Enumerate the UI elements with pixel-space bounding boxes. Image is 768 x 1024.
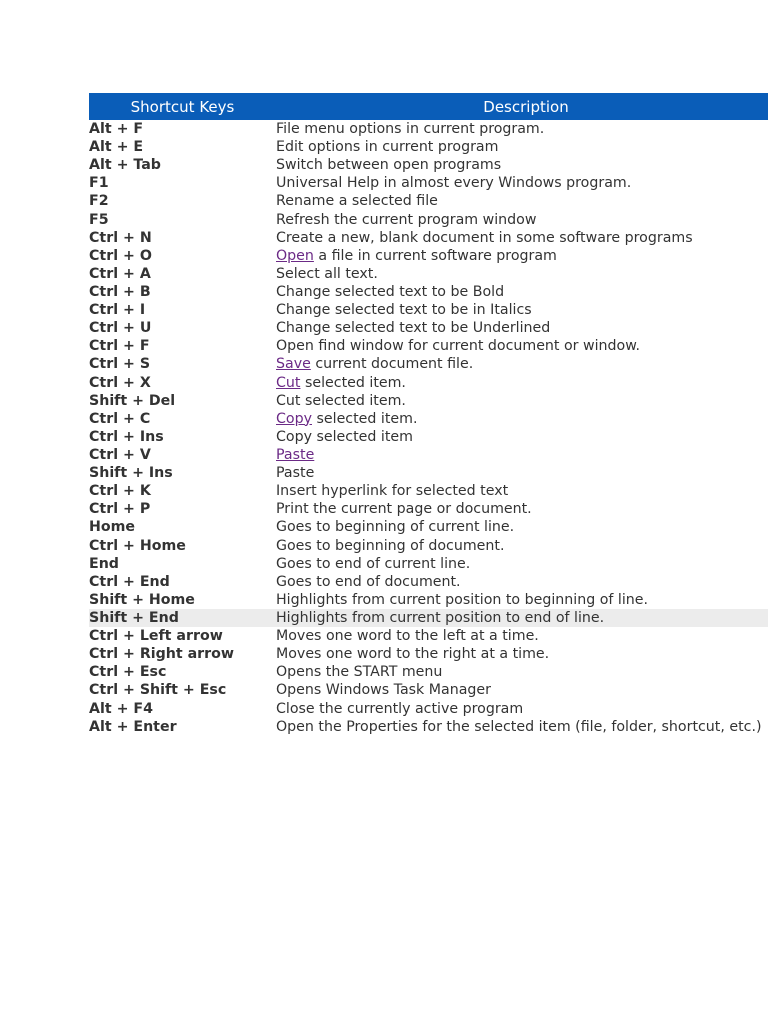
shortcut-key-cell: Ctrl + U	[89, 320, 152, 337]
description-cell	[276, 592, 768, 608]
description-text: Refresh the current program window	[276, 211, 537, 228]
table-row	[89, 591, 768, 609]
table-row	[89, 428, 768, 446]
description-link[interactable]: Cut	[276, 374, 301, 391]
description-cell	[276, 519, 768, 535]
description-cell	[276, 501, 768, 517]
description-cell	[276, 157, 768, 173]
shortcut-key-cell: Shift + Del	[89, 392, 176, 409]
description-cell	[276, 556, 768, 572]
description-text: Change selected text to be in Italics	[276, 302, 532, 319]
shortcut-key-cell: Ctrl + F	[89, 338, 150, 355]
description-cell	[276, 230, 768, 246]
table-row	[89, 627, 768, 645]
description-text: Open the Properties for the selected item (file, folder, shortcut, etc.)	[276, 718, 762, 735]
shortcut-key-cell: Alt + Enter	[89, 718, 177, 735]
description-text: Insert hyperlink for selected text	[276, 483, 509, 500]
table-row	[89, 537, 768, 555]
shortcut-key-cell: Ctrl + Esc	[89, 664, 167, 681]
description-cell	[276, 628, 768, 644]
table-row	[89, 192, 768, 210]
table-row	[89, 301, 768, 319]
table-row	[89, 211, 768, 229]
description-cell	[276, 266, 768, 282]
table-row	[89, 120, 768, 138]
shortcut-key-cell: F5	[89, 211, 109, 228]
description-cell	[276, 212, 768, 228]
description-text: Goes to beginning of current line.	[276, 519, 515, 536]
shortcut-key-cell: Shift + Ins	[89, 465, 173, 482]
description-cell	[276, 175, 768, 191]
shortcut-key-cell: Alt + E	[89, 139, 144, 156]
description-cell	[276, 664, 768, 680]
description-link[interactable]: Copy	[276, 410, 312, 427]
shortcut-key-cell: Alt + F	[89, 121, 144, 138]
table-row	[89, 174, 768, 192]
description-text: current document file.	[310, 356, 474, 373]
table-row	[89, 138, 768, 156]
table-row	[89, 156, 768, 174]
description-cell	[276, 121, 768, 137]
table-row	[89, 392, 768, 410]
table-row	[89, 283, 768, 301]
description-cell	[276, 193, 768, 209]
description-cell	[276, 483, 768, 499]
description-cell	[276, 701, 768, 717]
table-row	[89, 410, 768, 428]
description-link[interactable]: Open	[276, 247, 314, 264]
header-shortcut-keys: Shortcut Keys	[130, 97, 235, 116]
description-text: selected item.	[300, 374, 406, 391]
shortcut-key-cell: Ctrl + S	[89, 356, 151, 373]
table-row	[89, 482, 768, 500]
shortcut-key-cell: Ctrl + O	[89, 247, 152, 264]
table-row	[89, 374, 768, 392]
table-header	[89, 93, 768, 120]
table-row	[89, 663, 768, 681]
description-link[interactable]: Save	[276, 356, 311, 373]
description-cell	[276, 284, 768, 300]
shortcut-key-cell: Ctrl + End	[89, 573, 170, 590]
table-row	[89, 681, 768, 699]
description-cell	[276, 393, 768, 409]
shortcut-key-cell: Shift + Home	[89, 591, 195, 608]
description-cell	[276, 429, 768, 445]
shortcut-key-cell: Shift + End	[89, 610, 179, 626]
description-link[interactable]: Paste	[276, 447, 315, 464]
shortcut-key-cell: Ctrl + Shift + Esc	[89, 682, 227, 699]
table-row	[89, 355, 768, 373]
description-cell	[276, 574, 768, 590]
table-row	[89, 247, 768, 265]
description-text: Goes to end of document.	[276, 573, 461, 590]
description-text: Moves one word to the right at a time.	[276, 646, 550, 663]
description-cell	[276, 139, 768, 155]
shortcut-key-cell: Home	[89, 519, 136, 536]
table-row	[89, 446, 768, 464]
table-row	[89, 573, 768, 591]
description-cell	[276, 248, 768, 264]
description-text: Change selected text to be Underlined	[276, 320, 551, 337]
table-row	[89, 229, 768, 247]
shortcut-table	[89, 93, 768, 736]
description-text: Moves one word to the left at a time.	[276, 628, 539, 645]
table-row	[89, 645, 768, 663]
shortcut-key-cell: Ctrl + B	[89, 284, 151, 301]
table-row	[89, 609, 768, 627]
description-text: Highlights from current position to beginning of line.	[276, 591, 649, 608]
description-cell	[276, 320, 768, 336]
shortcut-key-cell: Ctrl + Right arrow	[89, 646, 235, 663]
header-description: Description	[483, 97, 569, 116]
description-text: Goes to end of current line.	[276, 555, 471, 572]
description-cell	[276, 356, 768, 372]
shortcut-key-cell: Alt + Tab	[89, 157, 161, 174]
table-body	[89, 120, 768, 736]
description-text: Highlights from current position to end of line.	[276, 610, 605, 626]
shortcut-key-cell: Ctrl + I	[89, 302, 146, 319]
shortcut-key-cell: Ctrl + C	[89, 410, 151, 427]
description-cell	[276, 375, 768, 391]
description-text: File menu options in current program.	[276, 121, 545, 138]
shortcut-key-cell: Alt + F4	[89, 700, 153, 717]
description-cell	[276, 447, 768, 463]
table-row	[89, 337, 768, 355]
shortcut-key-cell: F2	[89, 193, 109, 210]
description-cell	[276, 538, 768, 554]
shortcut-key-cell: Ctrl + P	[89, 501, 151, 518]
description-cell	[276, 465, 768, 481]
shortcut-key-cell: Ctrl + A	[89, 265, 151, 282]
description-text: Edit options in current program	[276, 139, 499, 156]
description-text: Rename a selected file	[276, 193, 438, 210]
description-text: Close the currently active program	[276, 700, 524, 717]
description-cell	[276, 646, 768, 662]
description-text: Opens Windows Task Manager	[276, 682, 491, 699]
shortcut-key-cell: Ctrl + N	[89, 229, 152, 246]
description-cell	[276, 682, 768, 698]
shortcut-key-cell: Ctrl + Ins	[89, 428, 164, 445]
description-text: Open find window for current document or window.	[276, 338, 641, 355]
description-text: Change selected text to be Bold	[276, 284, 505, 301]
table-row	[89, 700, 768, 718]
shortcut-key-cell: Ctrl + Home	[89, 537, 186, 554]
description-text: Opens the START menu	[276, 664, 443, 681]
description-text: selected item.	[312, 410, 418, 427]
shortcut-key-cell: Ctrl + K	[89, 483, 151, 500]
description-text: Print the current page or document.	[276, 501, 532, 518]
shortcut-key-cell: Ctrl + Left arrow	[89, 628, 223, 645]
description-text: Universal Help in almost every Windows program.	[276, 175, 632, 192]
description-text: Copy selected item	[276, 428, 413, 445]
description-cell	[276, 719, 768, 735]
table-row	[89, 319, 768, 337]
table-row	[89, 464, 768, 482]
description-cell	[276, 411, 768, 427]
shortcut-key-cell: Ctrl + X	[89, 374, 151, 391]
description-cell	[276, 338, 768, 354]
table-row	[89, 555, 768, 573]
table-row	[89, 718, 768, 736]
shortcut-key-cell: Ctrl + V	[89, 447, 151, 464]
table-row	[89, 265, 768, 283]
description-text: Paste	[276, 465, 315, 482]
description-text: Create a new, blank document in some software programs	[276, 229, 693, 246]
description-text: Switch between open programs	[276, 157, 502, 174]
description-cell	[276, 302, 768, 318]
description-text: Cut selected item.	[276, 392, 406, 409]
description-text: Goes to beginning of document.	[276, 537, 505, 554]
shortcut-key-cell: End	[89, 555, 119, 572]
table-row	[89, 500, 768, 518]
description-cell	[276, 610, 768, 626]
shortcut-key-cell: F1	[89, 175, 109, 192]
table-row	[89, 518, 768, 536]
description-text: Select all text.	[276, 265, 378, 282]
description-text: a file in current software program	[313, 247, 557, 264]
